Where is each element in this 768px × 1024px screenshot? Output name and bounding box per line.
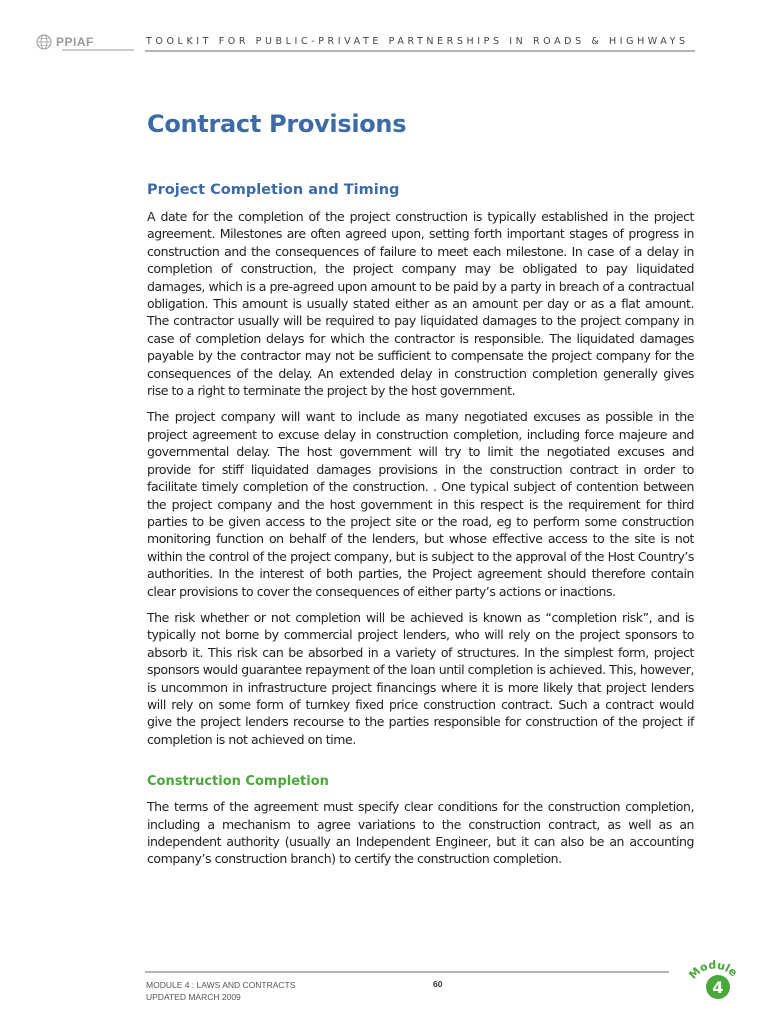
- paragraph: The project company will want to include as many negotiated excuses as possible in the project agreement to excuse delay in construction completion, including force majeure and governmental delay. The host government will try to limit the negotiated excuses and provide for stiff liquidated damages provisions in the construction contract in order to facilitate timely completion of the construction. . One typical subject of contention between the project company and the host government in this respect is the requirement for third parties to be given access to the project site or the road, eg to perform some construction monitoring function on behalf of the lenders, but whose effective access to the site is not within the control of the project company, but is subject to the approval of the Host Country’s authorities. In the interest of both parties, the Project agreement should therefore contain clear provisions to cover the consequences of either party’s actions or inactions.: [147, 409, 694, 599]
- ppiaf-logo: [36, 34, 94, 50]
- page-number: 60: [433, 979, 443, 989]
- footer-updated: UPDATED MARCH 2009: [146, 992, 241, 1002]
- logo-text: PPIAF: [56, 35, 94, 49]
- footer-module-info: [146, 979, 295, 1003]
- main-content: [147, 110, 694, 877]
- section-heading-construction-completion: Construction Completion: [147, 774, 329, 790]
- header-divider: [145, 50, 695, 52]
- logo-tagline-bar: [62, 49, 134, 51]
- module-badge-number: 4: [712, 978, 724, 997]
- module-badge-word: Module: [686, 958, 740, 982]
- footer-module-label: MODULE 4 : LAWS AND CONTRACTS: [146, 980, 296, 990]
- paragraph: The terms of the agreement must specify clear conditions for the construction completion, including a mechanism to agree variations to the construction contract, as well as an independent authority (usually an Independent Engineer, but it can also be an accounting company’s construction branch) to certify the construction completion.: [147, 799, 694, 867]
- section-heading-project-completion: Project Completion and Timing: [147, 182, 400, 198]
- module-badge: [686, 950, 746, 1010]
- paragraph: The risk whether or not completion will be achieved is known as “completion risk”, and is typically not borne by commercial project lenders, who will rely on the project sponsors to absorb it. This risk can be absorbed in a variety of structures. In the simplest form, project sponsors would guarantee repayment of the loan until completion is achieved. This, however, is uncommon in infrastructure project financings where it is more likely that project lenders will rely on some form of turnkey fixed price construction contract. Such a contract would give the project lenders recourse to the parties responsible for construction of the project if completion is not achieved on time.: [147, 609, 695, 747]
- globe-icon: [36, 34, 52, 50]
- paragraph: A date for the completion of the project construction is typically established in the project agreement. Milestones are often agreed upon, setting forth important stages of progress in construction and the consequences of failure to meet each milestone. In case of a delay in completion of construction, the project company may be obligated to pay liquidated damages, which is a pre-agreed upon amount to be paid by a party in breach of a contractual obligation. This amount is usually stated either as an amount per day or as a flat amount. The contractor usually will be required to pay liquidated damages to the project company in case of completion delays for which the contractor is responsible. The liquidated damages payable by the contractor may not be sufficient to compensate the project company for the consequences of the delay. An extended delay in construction completion generally gives rise to a right to terminate the project by the host government.: [147, 209, 694, 399]
- footer-divider: [145, 971, 669, 973]
- toolkit-title: TOOLKIT FOR PUBLIC-PRIVATE PARTNERSHIPS IN ROADS & HIGHWAYS: [146, 36, 689, 47]
- page-title: Contract Provisions: [147, 110, 407, 138]
